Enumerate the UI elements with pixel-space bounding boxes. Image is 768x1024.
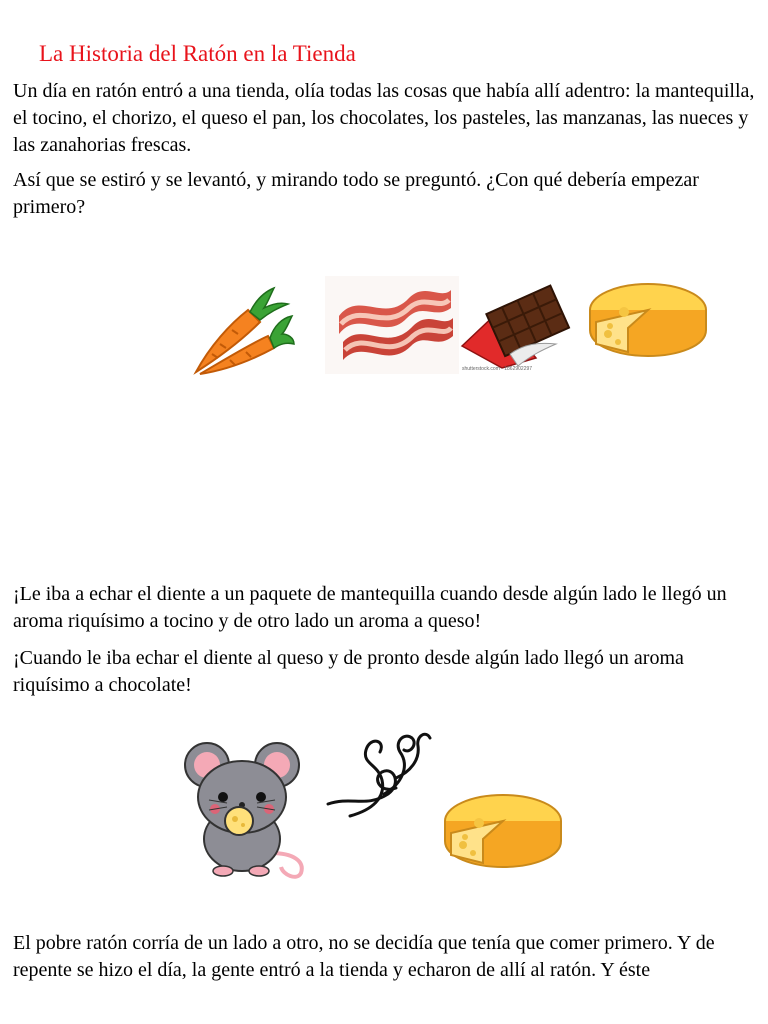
paragraph-4: ¡Cuando le iba echar el diente al queso y de pronto desde algún lado llegó un aroma riquísimo a chocolate! xyxy=(13,647,684,696)
paragraph-5: El pobre ratón corría de un lado a otro, no se decidía que tenía que comer primero. Y de repente se hizo el día, la gente entró a la tienda y echaron de allí al ratón. Y éste xyxy=(13,932,715,981)
paragraph-2: Así que se estiró y se levantó, y mirando todo se preguntó. ¿Con qué debería empezar primero? xyxy=(13,169,699,218)
image-watermark: shutterstock.com · 1862902297 xyxy=(462,366,533,372)
cheese-wheel-illustration-2 xyxy=(443,793,563,869)
bacon-illustration xyxy=(325,276,459,374)
story-title: La Historia del Ratón en la Tienda xyxy=(39,41,356,66)
mouse-illustration xyxy=(183,735,311,881)
carrots-illustration xyxy=(190,282,295,378)
aroma-swirls-illustration xyxy=(322,720,432,822)
chocolate-bar-illustration xyxy=(458,284,573,370)
paragraph-1: Un día en ratón entró a una tienda, olía todas las cosas que había allí adentro: la mantequilla, el tocino, el chorizo, el queso el pan, los chocolates, los pasteles, las manzanas, las nueces y las zanahorias frescas. xyxy=(13,80,755,156)
paragraph-3: ¡Le iba a echar el diente a un paquete de mantequilla cuando desde algún lado le llegó un aroma riquísimo a tocino y de otro lado un aroma a queso! xyxy=(13,583,727,632)
cheese-wheel-illustration xyxy=(588,282,708,358)
